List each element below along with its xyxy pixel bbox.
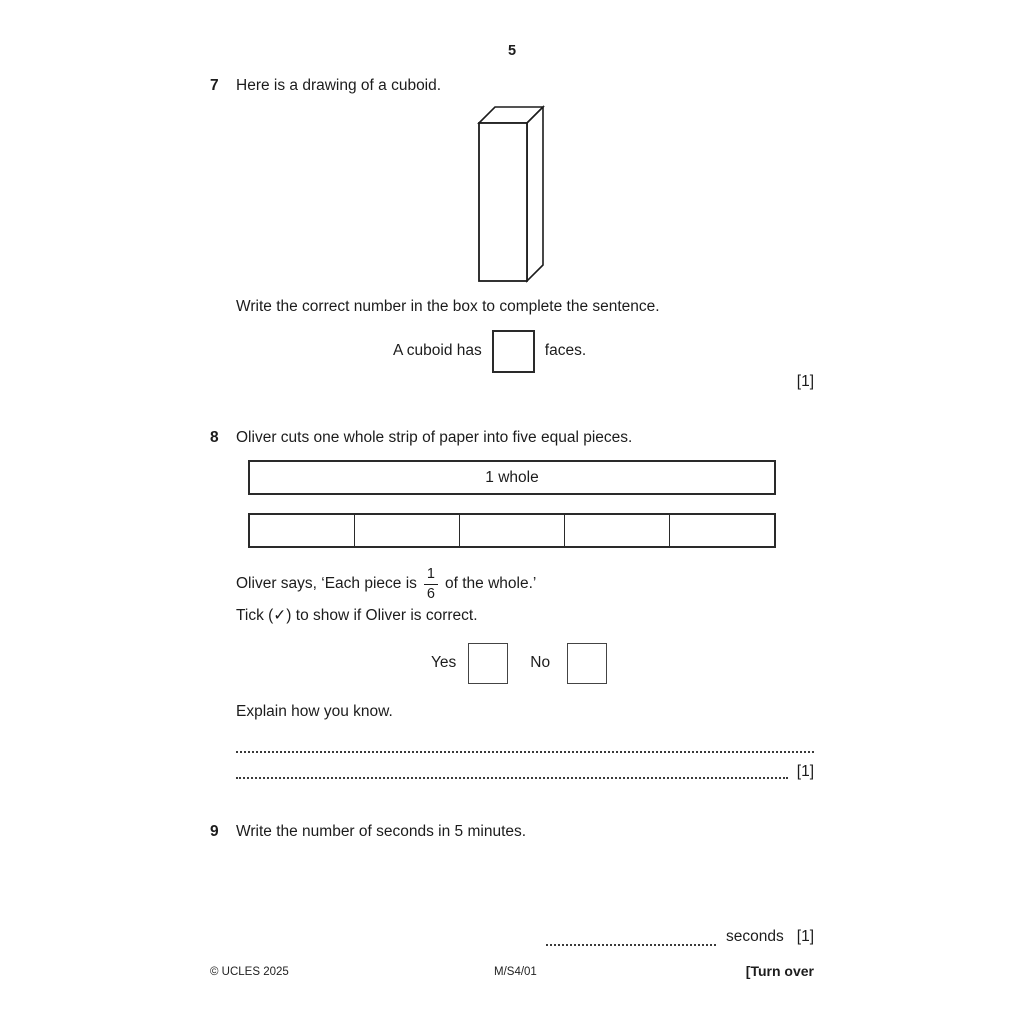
strip-piece xyxy=(250,515,355,546)
seconds-answer-line[interactable] xyxy=(546,924,716,946)
five-pieces-strip xyxy=(248,513,776,548)
oliver-says-line xyxy=(236,563,536,605)
sentence-before-text: A cuboid has xyxy=(393,342,482,359)
strip-piece xyxy=(460,515,565,546)
says-before-text: Oliver says, ‘Each piece is xyxy=(236,575,417,592)
question-9-prompt: Write the number of seconds in 5 minutes. xyxy=(236,823,527,840)
question-7-header xyxy=(210,77,814,95)
yes-label: Yes xyxy=(431,654,457,671)
cuboid-svg xyxy=(477,104,545,284)
seconds-unit-label: seconds xyxy=(726,928,784,945)
question-7-marks: [1] xyxy=(796,373,814,390)
no-tick-box[interactable] xyxy=(567,643,607,684)
question-9-header xyxy=(210,823,814,841)
question-7-prompt: Here is a drawing of a cuboid. xyxy=(236,77,442,94)
cuboid-drawing xyxy=(477,104,545,289)
strip-piece xyxy=(355,515,460,546)
question-9-number: 9 xyxy=(210,823,219,840)
yes-no-options xyxy=(431,642,607,684)
fraction-one-sixth xyxy=(424,566,438,602)
question-9-marks: [1] xyxy=(796,928,814,945)
footer-paper-code: M/S4/01 xyxy=(494,966,537,978)
strip-piece xyxy=(670,515,774,546)
fraction-denominator: 6 xyxy=(426,585,435,602)
faces-answer-box[interactable] xyxy=(492,330,535,373)
footer-turn-over: [Turn over xyxy=(745,963,814,979)
question-8-prompt: Oliver cuts one whole strip of paper into five equal pieces. xyxy=(236,429,633,446)
answer-line-2-row xyxy=(236,757,814,779)
question-8-number: 8 xyxy=(210,429,219,446)
sentence-after-text: faces. xyxy=(544,342,587,359)
explain-prompt: Explain how you know. xyxy=(236,703,393,720)
question-8-marks: [1] xyxy=(796,763,814,780)
question-7-number: 7 xyxy=(210,77,219,94)
question-7-instruction: Write the correct number in the box to complete the sentence. xyxy=(236,298,660,315)
answer-line-1[interactable] xyxy=(236,733,814,753)
one-whole-label: 1 whole xyxy=(485,468,539,486)
question-8-header xyxy=(210,429,814,447)
strip-piece xyxy=(565,515,670,546)
answer-line-2[interactable] xyxy=(236,757,788,779)
page-number: 5 xyxy=(507,43,517,59)
question-9-answer-row xyxy=(546,924,814,946)
no-label: No xyxy=(530,654,551,671)
tick-instruction: Tick (✓) to show if Oliver is correct. xyxy=(236,607,478,624)
says-after-text: of the whole.’ xyxy=(444,575,537,592)
fraction-numerator: 1 xyxy=(424,566,438,585)
question-7-sentence xyxy=(393,328,586,374)
footer-copyright: © UCLES 2025 xyxy=(210,966,289,978)
one-whole-strip xyxy=(248,460,776,495)
yes-tick-box[interactable] xyxy=(468,643,508,684)
